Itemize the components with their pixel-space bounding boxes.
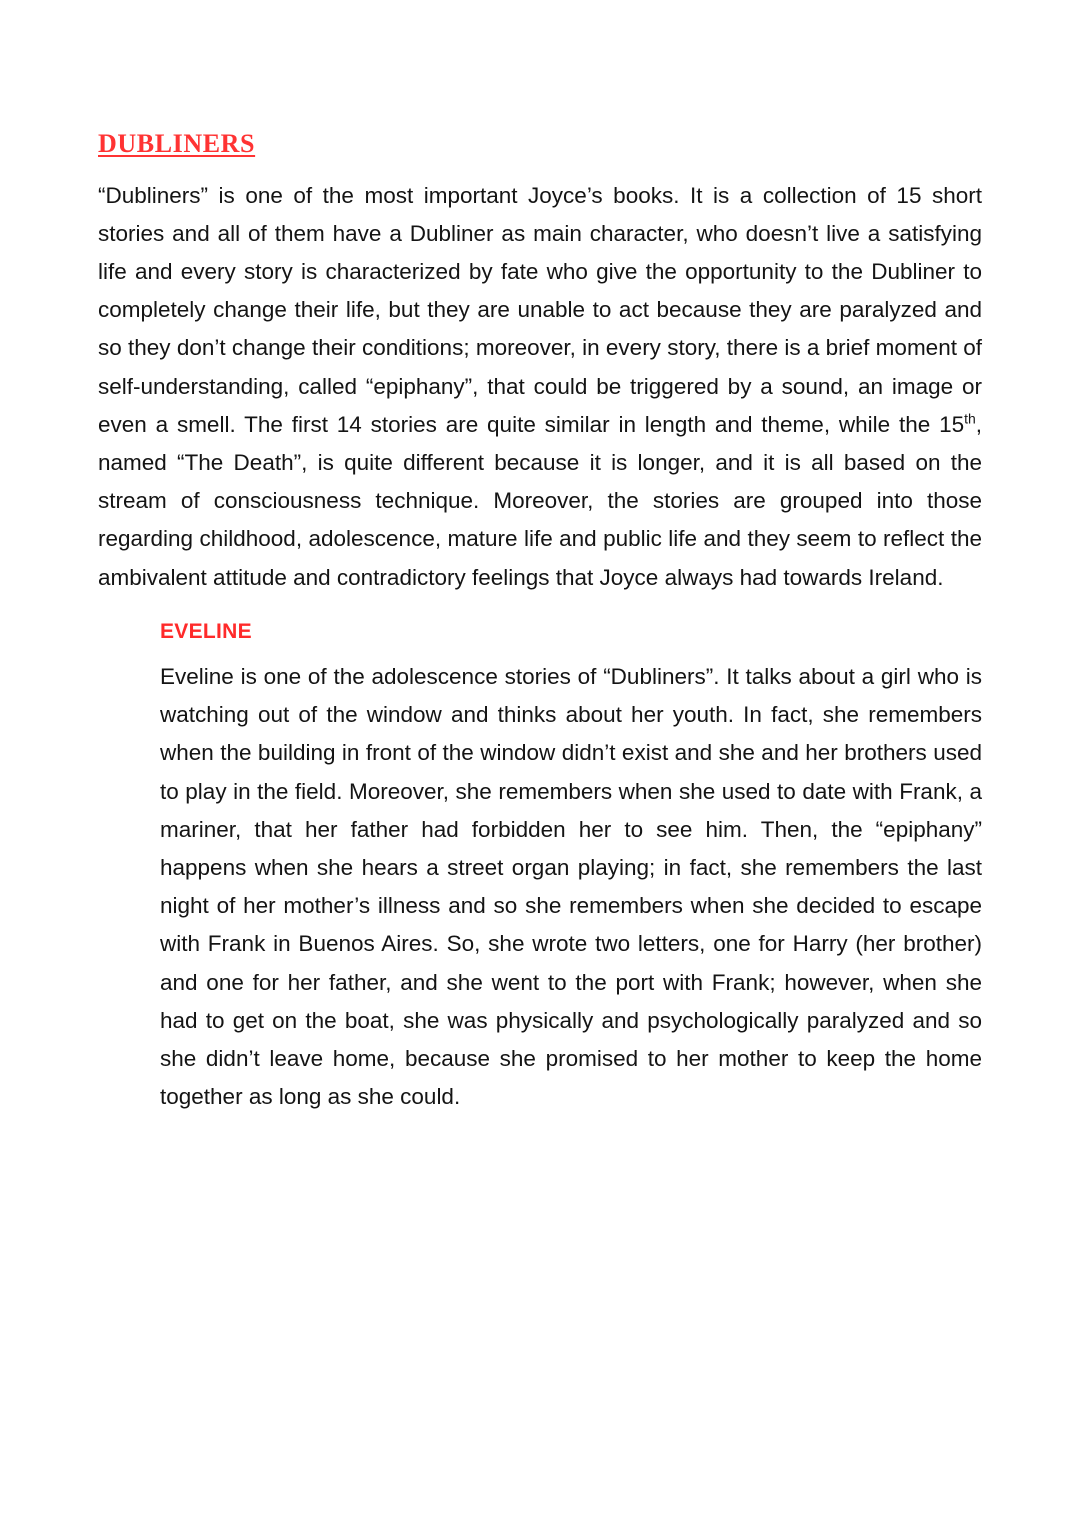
section-eveline	[160, 619, 982, 1117]
section-heading-eveline: EVELINE	[160, 619, 252, 643]
intro-paragraph-part-1: “Dubliners” is one of the most important Joyce’s books. It is a collection of 15 short stories and all of them have a Dubliner as main character, who doesn’t live a satisfying life and every story is characterized by fate who give the opportunity to the Dubliner to completely change their life, but they are unable to act because they are paralyzed and so they don’t change their conditions; moreover, in every story, there is a brief moment of self-understanding, called “epiphany”, that could be triggered by a sound, an image or even a smell. The first 14 stories are quite similar in length and theme, while the 15	[98, 182, 982, 437]
page-title: DUBLINERS	[98, 129, 256, 158]
section-paragraph-eveline: Eveline is one of the adolescence stories of “Dubliners”. It talks about a girl who is watching out of the window and thinks about her youth. In fact, she remembers when the building in front of the window didn’t exist and she and her brothers used to play in the field. Moreover, she remembers when she used to date with Frank, a mariner, that her father had forbidden her to see him. Then, the “epiphany” happens when she hears a street organ playing; in fact, she remembers the last night of her mother’s illness and so she remembers when she decided to escape with Frank in Buenos Aires. So, she wrote two letters, one for Harry (her brother) and one for her father, and she went to the port with Frank; however, when she had to get on the boat, she was physically and psychologically paralyzed and so she didn’t leave home, because she promised to her mother to keep the home together as long as she could.	[160, 664, 982, 1110]
superscript-th: th	[964, 410, 976, 427]
intro-paragraph-part-2: , named “The Death”, is quite different because it is longer, and it is all based on the stream of consciousness technique. Moreover, the stories are grouped into those regarding childhood, adolescence, mature life and public life and they seem to reflect the ambivalent attitude and contradictory feelings that Joyce always had towards Ireland.	[98, 411, 982, 590]
ordinal-suffix	[964, 412, 976, 437]
intro-paragraph	[98, 177, 982, 597]
